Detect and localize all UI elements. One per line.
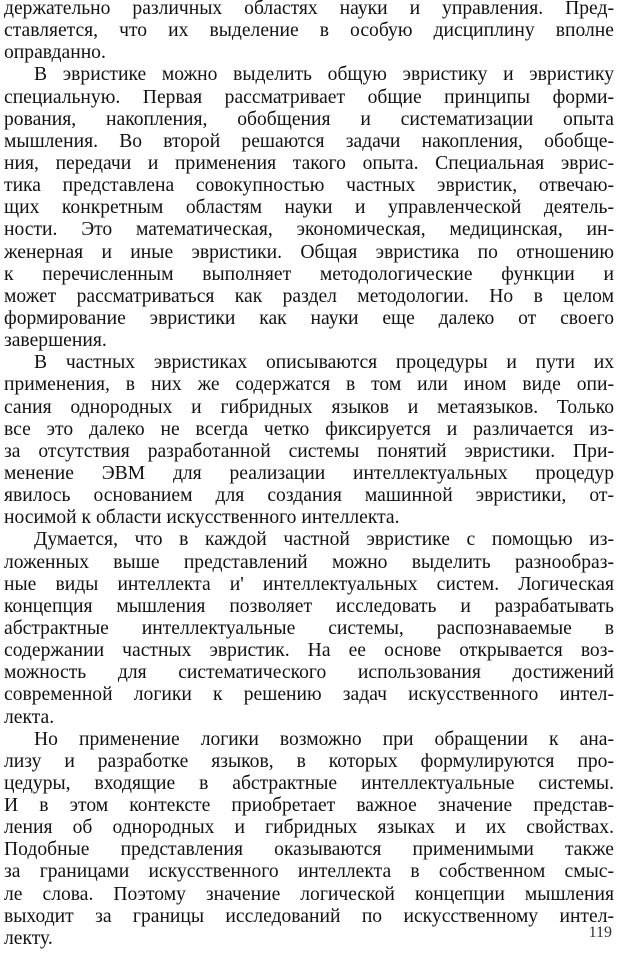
text-line: сания однородных и гибридных языков и метаязыков. Только (4, 396, 614, 418)
text-line: ния, передачи и применения такого опыта. Специальная эврис- (4, 152, 614, 174)
text-line: выходит за границы исследований по искусственному интел- (4, 905, 614, 927)
text-line: тика представлена совокупностью частных эвристик, отвечаю- (4, 175, 614, 197)
text-line: ложенных выше представлений можно выделить разнообраз- (4, 551, 614, 573)
text-line: современной логики к решению задач искусственного интел- (4, 684, 614, 706)
text-line: за границами искусственного интеллекта в собственном смыс- (4, 861, 614, 883)
text-line: оправданно. (4, 42, 106, 64)
text-line: Подобные представления оказываются применимыми также (4, 839, 614, 861)
text-line: цедуры, входящие в абстрактные интеллектуальные системы. (4, 772, 614, 794)
text-line: В частных эвристиках описываются процедуры и пути их (34, 352, 614, 374)
text-line: ности. Это математическая, экономическая, медицинская, ин- (4, 219, 614, 241)
text-line: лизу и разработке языков, в которых формулируются про- (4, 750, 614, 772)
text-line: специальную. Первая рассматривает общие принципы форми- (4, 86, 614, 108)
text-line: носимой к области искусственного интеллекта. (4, 507, 400, 529)
text-line: Но применение логики возможно при обращении к ана- (34, 728, 614, 750)
text-line: к перечисленным выполняет методологические функции и (4, 263, 614, 285)
text-line: И в этом контексте приобретает важное значение представ- (4, 795, 614, 817)
text-line: концепция мышления позволяет исследовать и разрабатывать (4, 595, 614, 617)
text-line: держательно различных областях науки и управления. Пред- (4, 0, 614, 19)
body-text (4, 0, 614, 950)
text-line: Думается, что в каждой частной эвристике с помощью из- (34, 529, 614, 551)
text-line: может рассматриваться как раздел методологии. Но в целом (4, 285, 614, 307)
text-line: ления об однородных и гибридных языках и их свойствах. (4, 817, 614, 839)
text-line: мышления. Во второй решаются задачи накопления, обобще- (4, 130, 614, 152)
text-line: женерная и иные эвристики. Общая эвристика по отношению (4, 241, 614, 263)
text-line: все это далеко не всегда четко фиксируется и различается из- (4, 418, 614, 440)
text-line: явилось основанием для создания машинной эвристики, от- (4, 485, 614, 507)
text-line: менение ЭВМ для реализации интеллектуальных процедур (4, 462, 614, 484)
text-line: щих конкретным областям науки и управленческой деятель- (4, 197, 614, 219)
text-line: лекту. (4, 927, 53, 949)
text-line: содержании частных эвристик. На ее основе открывается воз- (4, 640, 614, 662)
text-line: за отсутствия разработанной системы понятий эвристики. При- (4, 440, 614, 462)
text-line: рования, накопления, обобщения и систематизации опыта (4, 108, 614, 130)
page-number: 119 (588, 924, 612, 941)
text-line: можность для систематического использования достижений (4, 662, 614, 684)
text-line: лекта. (4, 706, 55, 728)
text-line: В эвристике можно выделить общую эвристику и эвристику (34, 64, 614, 86)
text-line: завершения. (4, 330, 107, 352)
text-line: ные виды интеллекта и' интеллектуальных систем. Логическая (4, 573, 614, 595)
text-line: ле слова. Поэтому значение логической концепции мышления (4, 883, 614, 905)
text-line: ставляется, что их выделение в особую дисциплину вполне (4, 20, 614, 42)
text-line: формирование эвристики как науки еще далеко от своего (4, 307, 614, 329)
text-line: абстрактные интеллектуальные системы, распознаваемые в (4, 617, 614, 639)
text-line: применения, в них же содержатся в том или ином виде опи- (4, 374, 614, 396)
